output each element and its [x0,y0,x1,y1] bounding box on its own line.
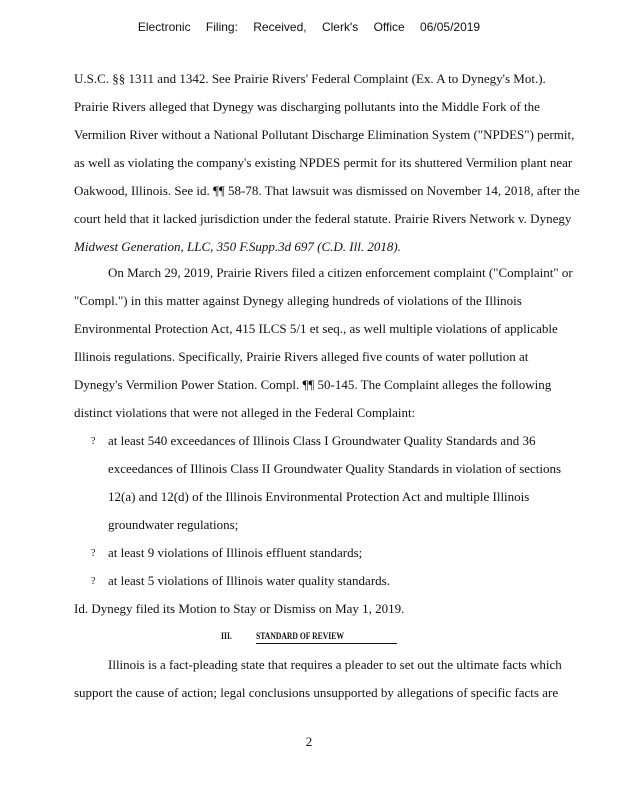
bullet-line: groundwater regulations; [108,517,239,532]
bullet-line: at least 5 violations of Illinois water quality standards. [108,573,390,588]
text-line: Illinois regulations. Specifically, Prairie Rivers alleged five counts of water pollution at [74,349,529,364]
text-line: distinct violations that were not alleged in the Federal Complaint: [74,405,416,420]
text-line: Prairie Rivers alleged that Dynegy was discharging pollutants into the Middle Fork of the [74,99,540,114]
text-line: Environmental Protection Act, 415 ILCS 5/1 et seq., as well multiple violations of applicable [74,321,558,336]
bullet-marker: ? [91,576,96,587]
text-line: as well as violating the company's existing NPDES permit for its shuttered Vermilion plant near [74,155,573,170]
section-number: III. [221,631,232,641]
text-line: Midwest Generation, LLC, 350 F.Supp.3d 697 (C.D. Ill. 2018). [74,239,401,254]
bullet-line: at least 9 violations of Illinois effluent standards; [108,545,363,560]
bullet-marker: ? [91,548,96,559]
section-underline [256,643,397,644]
text-line: Illinois is a fact-pleading state that requires a pleader to set out the ultimate facts which [108,657,562,672]
filing-header: Electronic Filing: Received, Clerk's Office 06/05/2019 [137,20,481,34]
text-line: court held that it lacked jurisdiction under the federal statute. Prairie Rivers Network v. Dynegy [74,211,572,226]
text-line: On March 29, 2019, Prairie Rivers filed a citizen enforcement complaint ("Complaint" or [108,265,573,280]
text-line: U.S.C. §§ 1311 and 1342. See Prairie Rivers' Federal Complaint (Ex. A to Dynegy's Mot.). [74,71,546,86]
text-line: Id. Dynegy filed its Motion to Stay or Dismiss on May 1, 2019. [74,601,405,616]
text-line: "Compl.") in this matter against Dynegy alleging hundreds of violations of the Illinois [74,293,522,308]
bullet-line: at least 540 exceedances of Illinois Class I Groundwater Quality Standards and 36 [108,433,536,448]
page-number: 2 [305,734,313,749]
section-title: STANDARD OF REVIEW [256,631,344,641]
bullet-line: exceedances of Illinois Class II Groundwater Quality Standards in violation of sections [108,461,562,476]
text-line: Vermilion River without a National Pollutant Discharge Elimination System ("NPDES") permit, [74,127,575,142]
bullet-marker: ? [91,436,96,447]
text-line: Dynegy's Vermilion Power Station. Compl. ¶¶ 50-145. The Complaint alleges the following [74,377,552,392]
text-line: Oakwood, Illinois. See id. ¶¶ 58-78. That lawsuit was dismissed on November 14, 2018, after the [74,183,580,198]
text-line: support the cause of action; legal conclusions unsupported by allegations of specific facts are [74,685,559,700]
bullet-line: 12(a) and 12(d) of the Illinois Environmental Protection Act and multiple Illinois [108,489,530,504]
